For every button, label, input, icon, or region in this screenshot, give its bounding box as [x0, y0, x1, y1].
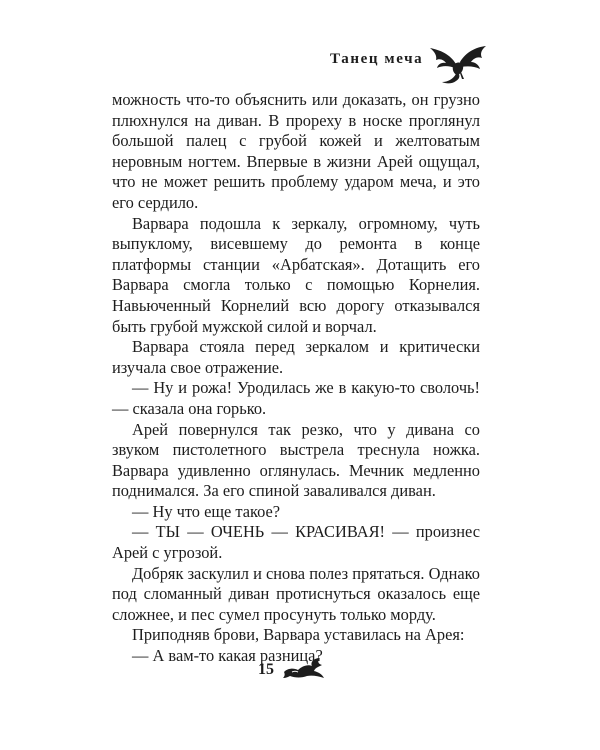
dialogue-line: — Ну и рожа! Уродилась же в какую-то сволочь! — сказала она горько.: [112, 378, 480, 418]
paragraph: Добряк заскулил и снова полез прятаться. Однако под сломанный диван протиснуться оказалось еще сложнее, и пес сумел просунуть только морду.: [112, 563, 480, 624]
page-number: 15: [258, 661, 274, 678]
dialogue-line: — А вам-то какая разница?: [132, 646, 323, 666]
running-header-title: Танец меча: [330, 51, 424, 67]
paragraph: Варвара стояла перед зеркалом и критически изучала свое отражение.: [112, 337, 480, 377]
paragraph: Арей повернулся так резко, что у дивана со звуком пистолетного выстрела треснула ножка. Варвара удивленно оглянулась. Мечник медленно поднимался. За его спиной заваливался диван.: [112, 419, 480, 501]
dragon-icon: [426, 44, 490, 88]
paragraph: можность что-то объяснить или доказать, он грузно плюхнулся на диван. В прореху в носке проглянул большой палец с грубой кожей и желтоватым неровным ногтем. Впервые в жизни Арей ощущал, что не может решить проблему ударом меча, и это его сердило.: [112, 90, 480, 212]
dialogue-line: — Ну что еще такое?: [132, 501, 281, 521]
dragon-icon: [280, 654, 328, 682]
dialogue-line: — ТЫ — ОЧЕНЬ — КРАСИВАЯ! — произнес Арей с угрозой.: [112, 522, 480, 563]
body-text: [112, 90, 480, 667]
paragraph: Приподняв брови, Варвара уставилась на Арея:: [132, 625, 465, 645]
paragraph: Варвара подошла к зеркалу, огромному, чуть выпуклому, висевшему до ремонта в конце платформы станции «Арбатская». Дотащить его Варвара смогла только с помощью Корнелия. Навьюченный Корнелий всю дорогу отказывался быть грубой мужской силой и ворчал.: [112, 213, 480, 336]
